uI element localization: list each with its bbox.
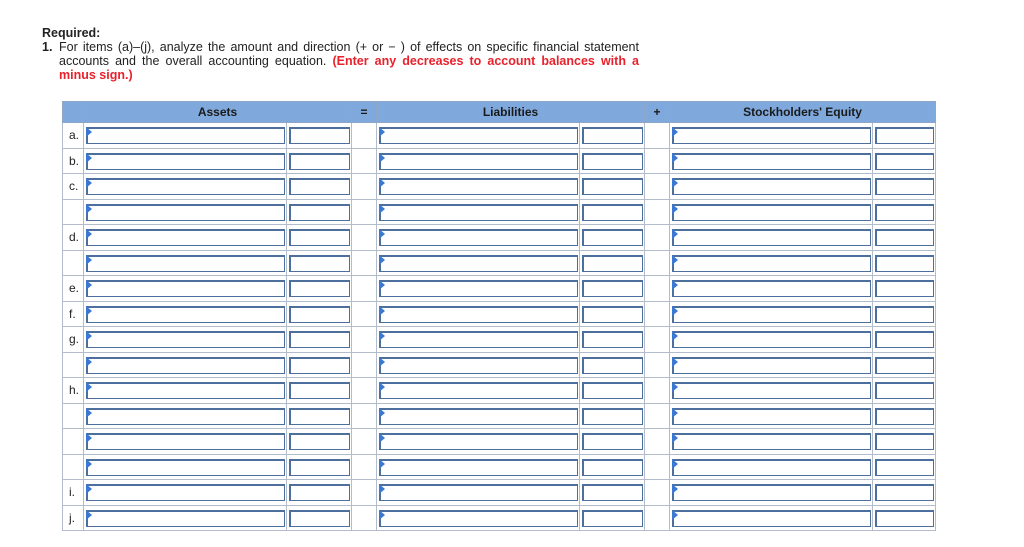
equity-amount-cell xyxy=(873,148,936,174)
assets-account-select[interactable] xyxy=(86,408,285,425)
liabilities-amount-input[interactable] xyxy=(582,280,643,297)
operator-spacer xyxy=(645,199,670,225)
assets-account-select[interactable] xyxy=(86,331,285,348)
assets-account-cell xyxy=(84,199,287,225)
header-assets: Assets xyxy=(84,102,352,123)
liabilities-amount-cell xyxy=(580,225,645,251)
equity-amount-input[interactable] xyxy=(875,204,934,221)
equity-amount-cell xyxy=(873,429,936,455)
assets-account-cell xyxy=(84,378,287,404)
assets-amount-input[interactable] xyxy=(289,178,350,195)
equity-amount-input[interactable] xyxy=(875,255,934,272)
assets-account-select[interactable] xyxy=(86,255,285,272)
liabilities-account-cell xyxy=(377,276,580,302)
equity-account-cell xyxy=(670,327,873,353)
assets-account-cell xyxy=(84,123,287,149)
assets-amount-cell xyxy=(287,199,352,225)
table-row xyxy=(63,480,936,506)
equity-amount-input[interactable] xyxy=(875,331,934,348)
equity-amount-cell xyxy=(873,327,936,353)
liabilities-account-cell xyxy=(377,148,580,174)
assets-account-cell xyxy=(84,403,287,429)
assets-amount-cell xyxy=(287,403,352,429)
assets-amount-cell xyxy=(287,123,352,149)
equity-account-select[interactable] xyxy=(672,306,871,323)
liabilities-amount-input[interactable] xyxy=(582,510,643,527)
table-row xyxy=(63,454,936,480)
assets-account-select[interactable] xyxy=(86,153,285,170)
assets-account-select[interactable] xyxy=(86,510,285,527)
operator-spacer xyxy=(352,454,377,480)
row-label: j. xyxy=(63,505,84,531)
assets-account-select[interactable] xyxy=(86,433,285,450)
table-row xyxy=(63,174,936,200)
assets-account-cell xyxy=(84,250,287,276)
table-row xyxy=(63,378,936,404)
assets-account-select[interactable] xyxy=(86,484,285,501)
assets-account-select[interactable] xyxy=(86,204,285,221)
liabilities-amount-input[interactable] xyxy=(582,357,643,374)
operator-spacer xyxy=(352,199,377,225)
liabilities-amount-input[interactable] xyxy=(582,204,643,221)
equity-amount-input[interactable] xyxy=(875,433,934,450)
assets-amount-input[interactable] xyxy=(289,433,350,450)
operator-spacer xyxy=(645,174,670,200)
assets-amount-cell xyxy=(287,480,352,506)
assets-amount-input[interactable] xyxy=(289,331,350,348)
liabilities-amount-input[interactable] xyxy=(582,153,643,170)
operator-spacer xyxy=(352,250,377,276)
table-row xyxy=(63,429,936,455)
liabilities-account-cell xyxy=(377,225,580,251)
equity-account-select[interactable] xyxy=(672,433,871,450)
operator-spacer xyxy=(645,327,670,353)
equity-amount-input[interactable] xyxy=(875,153,934,170)
liabilities-amount-cell xyxy=(580,505,645,531)
equity-amount-input[interactable] xyxy=(875,484,934,501)
equity-amount-input[interactable] xyxy=(875,459,934,476)
equity-amount-cell xyxy=(873,174,936,200)
liabilities-account-cell xyxy=(377,250,580,276)
equity-amount-cell xyxy=(873,301,936,327)
liabilities-account-cell xyxy=(377,174,580,200)
table-row xyxy=(63,250,936,276)
header-stockholders-equity: Stockholders' Equity xyxy=(670,102,936,123)
assets-amount-cell xyxy=(287,454,352,480)
row-label: c. xyxy=(63,174,84,200)
table-row xyxy=(63,301,936,327)
equity-amount-cell xyxy=(873,199,936,225)
assets-account-cell xyxy=(84,174,287,200)
operator-spacer xyxy=(645,250,670,276)
assets-amount-cell xyxy=(287,276,352,302)
liabilities-amount-cell xyxy=(580,148,645,174)
liabilities-account-select[interactable] xyxy=(379,153,578,170)
operator-spacer xyxy=(645,403,670,429)
equity-amount-cell xyxy=(873,403,936,429)
assets-account-cell xyxy=(84,327,287,353)
assets-amount-cell xyxy=(287,429,352,455)
table-row xyxy=(63,225,936,251)
operator-spacer xyxy=(645,276,670,302)
header-equals: = xyxy=(352,102,377,123)
table-row xyxy=(63,403,936,429)
liabilities-amount-input[interactable] xyxy=(582,178,643,195)
liabilities-account-cell xyxy=(377,123,580,149)
liabilities-amount-input[interactable] xyxy=(582,382,643,399)
assets-amount-input[interactable] xyxy=(289,280,350,297)
equity-amount-input[interactable] xyxy=(875,510,934,527)
liabilities-amount-cell xyxy=(580,480,645,506)
equity-amount-cell xyxy=(873,454,936,480)
liabilities-account-cell xyxy=(377,505,580,531)
liabilities-account-cell xyxy=(377,403,580,429)
equity-amount-input[interactable] xyxy=(875,280,934,297)
assets-amount-input[interactable] xyxy=(289,357,350,374)
row-label: f. xyxy=(63,301,84,327)
liabilities-account-select[interactable] xyxy=(379,510,578,527)
operator-spacer xyxy=(352,505,377,531)
operator-spacer xyxy=(352,225,377,251)
liabilities-account-cell xyxy=(377,327,580,353)
assets-account-select[interactable] xyxy=(86,229,285,246)
equity-account-select[interactable] xyxy=(672,204,871,221)
equity-amount-input[interactable] xyxy=(875,127,934,144)
liabilities-account-select[interactable] xyxy=(379,459,578,476)
liabilities-account-cell xyxy=(377,429,580,455)
equity-account-cell xyxy=(670,276,873,302)
operator-spacer xyxy=(645,225,670,251)
assets-amount-input[interactable] xyxy=(289,306,350,323)
equity-account-cell xyxy=(670,148,873,174)
liabilities-account-cell xyxy=(377,199,580,225)
equity-account-select[interactable] xyxy=(672,408,871,425)
equity-account-select[interactable] xyxy=(672,510,871,527)
liabilities-amount-cell xyxy=(580,378,645,404)
liabilities-account-select[interactable] xyxy=(379,382,578,399)
liabilities-amount-input[interactable] xyxy=(582,255,643,272)
operator-spacer xyxy=(352,174,377,200)
assets-amount-cell xyxy=(287,174,352,200)
equity-account-select[interactable] xyxy=(672,178,871,195)
equity-amount-input[interactable] xyxy=(875,229,934,246)
header-liabilities: Liabilities xyxy=(377,102,645,123)
table-row xyxy=(63,327,936,353)
equity-account-select[interactable] xyxy=(672,255,871,272)
assets-account-select[interactable] xyxy=(86,459,285,476)
table-row xyxy=(63,352,936,378)
equity-account-select[interactable] xyxy=(672,127,871,144)
liabilities-amount-cell xyxy=(580,301,645,327)
table-row xyxy=(63,505,936,531)
operator-spacer xyxy=(352,480,377,506)
instruction-emphasis: (Enter any decreases to account balances with a minus sign.) xyxy=(59,54,639,82)
row-label xyxy=(63,199,84,225)
equity-account-cell xyxy=(670,301,873,327)
operator-spacer xyxy=(352,429,377,455)
operator-spacer xyxy=(352,276,377,302)
assets-amount-cell xyxy=(287,225,352,251)
equity-amount-cell xyxy=(873,352,936,378)
equity-account-select[interactable] xyxy=(672,484,871,501)
assets-amount-input[interactable] xyxy=(289,459,350,476)
assets-account-cell xyxy=(84,301,287,327)
operator-spacer xyxy=(645,352,670,378)
header-row xyxy=(63,102,936,123)
liabilities-account-select[interactable] xyxy=(379,331,578,348)
equity-account-cell xyxy=(670,123,873,149)
equity-amount-cell xyxy=(873,250,936,276)
item-number: 1. xyxy=(42,40,53,54)
equity-amount-input[interactable] xyxy=(875,306,934,323)
operator-spacer xyxy=(645,429,670,455)
equity-amount-input[interactable] xyxy=(875,408,934,425)
equity-amount-cell xyxy=(873,378,936,404)
liabilities-account-cell xyxy=(377,454,580,480)
liabilities-amount-cell xyxy=(580,327,645,353)
operator-spacer xyxy=(352,378,377,404)
assets-account-select[interactable] xyxy=(86,357,285,374)
operator-spacer xyxy=(645,148,670,174)
row-label xyxy=(63,250,84,276)
liabilities-amount-cell xyxy=(580,276,645,302)
liabilities-amount-cell xyxy=(580,403,645,429)
equity-account-select[interactable] xyxy=(672,153,871,170)
assets-amount-cell xyxy=(287,327,352,353)
table-row xyxy=(63,123,936,149)
liabilities-account-select[interactable] xyxy=(379,280,578,297)
assets-account-select[interactable] xyxy=(86,280,285,297)
assets-amount-cell xyxy=(287,301,352,327)
operator-spacer xyxy=(645,301,670,327)
row-label: a. xyxy=(63,123,84,149)
row-label: g. xyxy=(63,327,84,353)
liabilities-account-select[interactable] xyxy=(379,306,578,323)
equity-account-select[interactable] xyxy=(672,280,871,297)
equity-amount-input[interactable] xyxy=(875,382,934,399)
equity-amount-cell xyxy=(873,123,936,149)
row-label: e. xyxy=(63,276,84,302)
assets-amount-input[interactable] xyxy=(289,255,350,272)
assets-account-select[interactable] xyxy=(86,306,285,323)
equity-amount-cell xyxy=(873,276,936,302)
assets-amount-input[interactable] xyxy=(289,382,350,399)
operator-spacer xyxy=(352,327,377,353)
liabilities-account-select[interactable] xyxy=(379,484,578,501)
equity-account-cell xyxy=(670,250,873,276)
row-label xyxy=(63,352,84,378)
assets-amount-input[interactable] xyxy=(289,484,350,501)
row-label: b. xyxy=(63,148,84,174)
liabilities-amount-cell xyxy=(580,454,645,480)
instruction-text xyxy=(59,40,639,82)
operator-spacer xyxy=(352,403,377,429)
equity-account-cell xyxy=(670,403,873,429)
assets-amount-cell xyxy=(287,352,352,378)
operator-spacer xyxy=(645,378,670,404)
liabilities-amount-cell xyxy=(580,174,645,200)
liabilities-amount-cell xyxy=(580,123,645,149)
assets-amount-input[interactable] xyxy=(289,127,350,144)
header-label-col xyxy=(63,102,84,123)
operator-spacer xyxy=(352,301,377,327)
assets-account-cell xyxy=(84,276,287,302)
assets-account-select[interactable] xyxy=(86,127,285,144)
equity-account-select[interactable] xyxy=(672,331,871,348)
row-label: h. xyxy=(63,378,84,404)
accounting-equation-table xyxy=(62,101,936,531)
equity-account-cell xyxy=(670,225,873,251)
liabilities-account-select[interactable] xyxy=(379,408,578,425)
liabilities-amount-input[interactable] xyxy=(582,229,643,246)
liabilities-amount-input[interactable] xyxy=(582,433,643,450)
assets-account-cell xyxy=(84,352,287,378)
operator-spacer xyxy=(352,148,377,174)
equity-account-select[interactable] xyxy=(672,459,871,476)
liabilities-amount-cell xyxy=(580,199,645,225)
operator-spacer xyxy=(352,123,377,149)
liabilities-account-select[interactable] xyxy=(379,357,578,374)
operator-spacer xyxy=(645,123,670,149)
liabilities-account-select[interactable] xyxy=(379,433,578,450)
equity-amount-input[interactable] xyxy=(875,178,934,195)
assets-amount-input[interactable] xyxy=(289,153,350,170)
assets-amount-input[interactable] xyxy=(289,229,350,246)
equity-account-cell xyxy=(670,378,873,404)
assets-amount-cell xyxy=(287,505,352,531)
liabilities-account-select[interactable] xyxy=(379,178,578,195)
assets-amount-cell xyxy=(287,250,352,276)
liabilities-amount-input[interactable] xyxy=(582,306,643,323)
equity-amount-cell xyxy=(873,480,936,506)
instruction-main: For items (a)–(j), analyze the amount and direction (+ or − ) of effects on specific financial statement accounts and the overall accounting equation. xyxy=(59,40,639,68)
liabilities-amount-cell xyxy=(580,429,645,455)
assets-account-cell xyxy=(84,454,287,480)
liabilities-amount-input[interactable] xyxy=(582,408,643,425)
operator-spacer xyxy=(645,505,670,531)
liabilities-amount-input[interactable] xyxy=(582,484,643,501)
equity-account-cell xyxy=(670,174,873,200)
equity-account-select[interactable] xyxy=(672,357,871,374)
operator-spacer xyxy=(645,454,670,480)
liabilities-account-select[interactable] xyxy=(379,127,578,144)
assets-account-cell xyxy=(84,429,287,455)
required-heading: Required: xyxy=(42,26,101,40)
table-row xyxy=(63,148,936,174)
header-plus: + xyxy=(645,102,670,123)
equity-account-cell xyxy=(670,505,873,531)
liabilities-account-cell xyxy=(377,378,580,404)
operator-spacer xyxy=(352,352,377,378)
liabilities-account-cell xyxy=(377,352,580,378)
liabilities-account-cell xyxy=(377,301,580,327)
liabilities-amount-input[interactable] xyxy=(582,127,643,144)
equity-amount-input[interactable] xyxy=(875,357,934,374)
table-row xyxy=(63,276,936,302)
equity-account-select[interactable] xyxy=(672,229,871,246)
equity-account-cell xyxy=(670,352,873,378)
assets-amount-input[interactable] xyxy=(289,204,350,221)
assets-account-select[interactable] xyxy=(86,382,285,399)
instructions xyxy=(42,26,639,82)
equity-account-select[interactable] xyxy=(672,382,871,399)
table-row xyxy=(63,199,936,225)
equity-amount-cell xyxy=(873,225,936,251)
assets-account-cell xyxy=(84,505,287,531)
equity-account-cell xyxy=(670,429,873,455)
row-label: d. xyxy=(63,225,84,251)
equity-account-cell xyxy=(670,480,873,506)
row-label xyxy=(63,454,84,480)
assets-amount-input[interactable] xyxy=(289,408,350,425)
assets-amount-input[interactable] xyxy=(289,510,350,527)
liabilities-account-select[interactable] xyxy=(379,229,578,246)
equity-amount-cell xyxy=(873,505,936,531)
row-label: i. xyxy=(63,480,84,506)
assets-account-cell xyxy=(84,148,287,174)
liabilities-account-select[interactable] xyxy=(379,255,578,272)
assets-amount-cell xyxy=(287,148,352,174)
row-label xyxy=(63,403,84,429)
assets-account-cell xyxy=(84,480,287,506)
liabilities-account-select[interactable] xyxy=(379,204,578,221)
operator-spacer xyxy=(645,480,670,506)
equity-account-cell xyxy=(670,454,873,480)
assets-amount-cell xyxy=(287,378,352,404)
liabilities-account-cell xyxy=(377,480,580,506)
row-label xyxy=(63,429,84,455)
assets-account-cell xyxy=(84,225,287,251)
liabilities-amount-input[interactable] xyxy=(582,459,643,476)
equity-account-cell xyxy=(670,199,873,225)
assets-account-select[interactable] xyxy=(86,178,285,195)
liabilities-amount-cell xyxy=(580,250,645,276)
liabilities-amount-cell xyxy=(580,352,645,378)
liabilities-amount-input[interactable] xyxy=(582,331,643,348)
